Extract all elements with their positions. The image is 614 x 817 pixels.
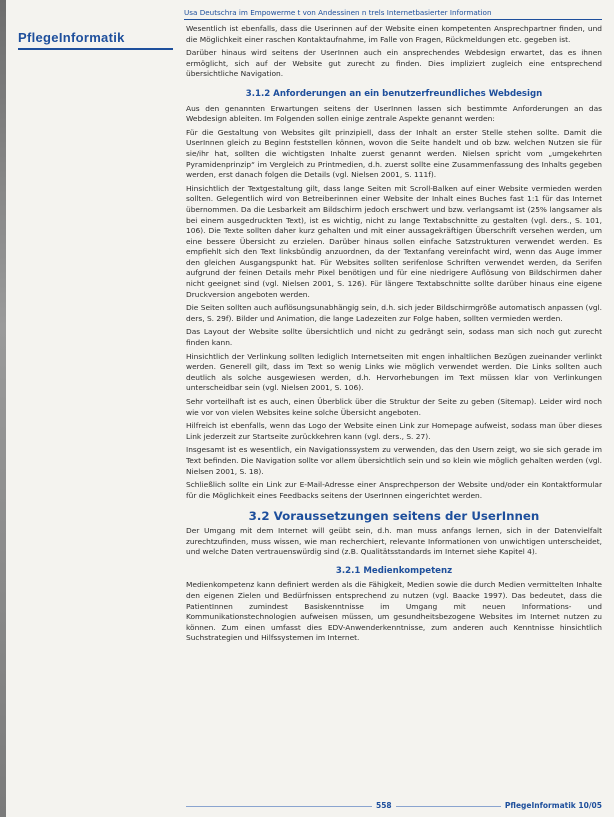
paragraph: Sehr vorteilhaft ist es auch, einen Überblick über die Struktur der Seite zu geben (Sitemap). Leider wird noch wie vor von vielen Websites keine solche Übersicht angeboten. — [186, 397, 602, 417]
paragraph: Darüber hinaus wird seitens der UserInnen auch ein ansprechendes Webdesign erwartet, das es ihnen ermöglicht, sich auf der Website gut zurecht zu finden. Dies impliziert zugleich eine entsprechend übersichtliche Navigation. — [186, 48, 602, 79]
paragraph: Der Umgang mit dem Internet will geübt sein, d.h. man muss anfangs lernen, sich in der Datenvielfalt zurechtzufinden, muss wissen, wie man recherchiert, relevante Informationen von unwichtigen unterscheidet, und welche Daten vertrauenswürdig sind (z.B. Qualitätsstandards im Internet siehe Kapitel 4). — [186, 525, 602, 557]
brand-logo-text: PflegeInformatik — [18, 30, 125, 45]
running-header: Usa Deutschra im Empowerme t von Andessinen n trels Internetbasierter Information — [184, 8, 602, 20]
paragraph: Aus den genannten Erwartungen seitens der UserInnen lassen sich bestimmte Anforderungen an das Webdesign ableiten. Im Folgenden sollen einige zentrale Aspekte genannt werden: — [186, 103, 602, 124]
paragraph: Medienkompetenz kann definiert werden als die Fähigkeit, Medien sowie die durch Medien vermittelten Inhalte den eigenen Zielen und Bedürfnissen entsprechend zu nutzen (vgl. Baacke 1997). Das bedeutet, dass die PatientInnen zumindest Basiskenntnisse im Umgang mit neuen Informations- und Kommunikationstechnologien aufweisen müssen, um gesundheitsbezogene Websites im Internet nutzen zu können. Zum einen umfasst dies EDV-Anwenderkenntnisse, zum anderen auch Kenntnisse hinsichtlich Suchstrategien und Hilfssystemen im Internet. — [186, 580, 602, 643]
paragraph: Für die Gestaltung von Websites gilt prinzipiell, dass der Inhalt an erster Stelle stehen sollte. Damit die UserInnen gleich zu Beginn feststellen können, wovon die Seite handelt und ob bzw. welchen Nutzen sie für sie/ihr hat, sollten die wichtigsten Inhalte zuerst genannt werden. Nielsen spricht vom „umgekehrten Pyramidenprinzip“ im Vergleich zu Printmedien, d.h. zuerst sollte eine Zusammenfassung des Inhalts gegeben werden, erst danach folgen die Details (vgl. Nielsen 2001, S. 111f). — [186, 127, 602, 180]
page-footer — [186, 801, 602, 813]
paragraph: Hinsichtlich der Textgestaltung gilt, dass lange Seiten mit Scroll-Balken auf einer Website vermieden werden sollten. Gelegentlich wird von Betreiberinnen einer Website der Inhalt eines Buches fast 1:1 für das Internet übernommen. Da die Lesbarkeit am Bildschirm jedoch erschwert und bzw. verlangsamt ist (25% langsamer als bei einem ausgedruckten Text), ist es wichtig, nicht zu lange Textabschnitte zu gestalten (vgl. ders., S. 101, 106). Die Texte sollten daher kurz gehalten und mit einer aussagekräftigen Überschrift versehen werden, um eine bessere Übersicht zu erzielen. Darüber hinaus sollen einfache Satzstrukturen verwendet werden. Es empfiehlt sich den Text linksbündig anzuordnen, da der Textanfang vereinfacht wird, wenn das Auge immer den gleichen Ausgangspunkt hat. Für Websites sollten serifenlose Schriften verwendet werden, da Serifen aufgrund der feinen Details mehr Pixel benötigen und für eine niedrigere Auflösung von Bildschirmen daher nicht geeignet sind (vgl. Nielsen 2001, S. 126). Für längere Textabschnitte sollte darüber hinaus eine eigene Druckversion angeboten werden. — [186, 183, 602, 299]
paragraph: Schließlich sollte ein Link zur E-Mail-Adresse einer Ansprechperson der Website und/oder ein Kontaktformular für die Möglichkeit eines Feedbacks seitens der UserInnen eingerichtet werden. — [186, 480, 602, 500]
paragraph: Die Seiten sollten auch auflösungsunabhängig sein, d.h. sich jeder Bildschirmgröße automatisch anpassen (vgl. ders, S. 29f). Bilder und Animation, die lange Ladezeiten zur Folge haben, sollten vermieden werden. — [186, 303, 602, 323]
section-heading: 3.1.2 Anforderungen an ein benutzerfreundliches Webdesign — [245, 88, 543, 99]
paragraph: Hilfreich ist ebenfalls, wenn das Logo der Website einen Link zur Homepage aufweist, sodass man über dieses Link jederzeit zur Startseite zurückkehren kann (vgl. ders., S. 27). — [186, 421, 602, 441]
section-heading: 3.2.1 Medienkompetenz — [335, 565, 453, 576]
paragraph: Wesentlich ist ebenfalls, dass die Userinnen auf der Website einen kompetenten Ansprechpartner finden, und die Möglichkeit einer raschen Kontaktaufnahme, im Falle von Fragen, Rückmeldungen etc. gegeben ist. — [186, 24, 602, 44]
journal-reference: PflegeInformatik 10/05 — [501, 801, 602, 810]
brand-underline — [18, 48, 173, 50]
paragraph: Hinsichtlich der Verlinkung sollten lediglich Internetseiten mit engen inhaltlichen Bezügen zueinander verlinkt werden. Generell gilt, dass im Text so wenig Links wie möglich verwendet werden. Die Links sollten auch deutlich als solche ausgewiesen werden, d.h. Hervorhebungen im Text müssen klar von Verlinkungen unterscheidbar sein (vgl. Nielsen 2001, S. 106). — [186, 351, 602, 393]
article-body — [186, 24, 602, 647]
page-number: 558 — [372, 801, 396, 810]
binding-edge — [0, 0, 6, 817]
paragraph: Insgesamt ist es wesentlich, ein Navigationssystem zu verwenden, das den Usern zeigt, wo sie sich gerade im Text befinden. Die Navigation sollte vor allem übersichtlich sein und so klein wie möglich gehalten werden (vgl. Nielsen 2001, S. 18). — [186, 445, 602, 476]
chapter-heading: 3.2 Voraussetzungen seitens der UserInnen — [248, 509, 540, 524]
paragraph: Das Layout der Website sollte übersichtlich und nicht zu gedrängt sein, sodass man sich noch gut zurecht finden kann. — [186, 327, 602, 348]
